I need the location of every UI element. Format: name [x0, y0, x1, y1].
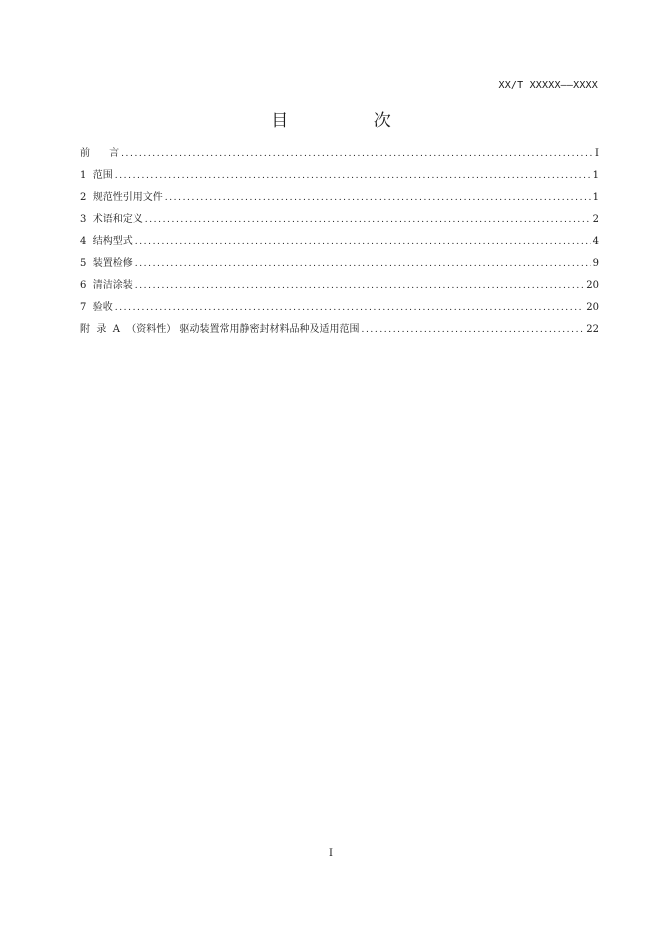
dot-leader	[135, 233, 591, 251]
toc-entry-appendix-a[interactable]	[80, 321, 599, 343]
toc-entry-page: 22	[586, 324, 599, 335]
toc-entry-page: 1	[592, 192, 599, 203]
toc-entry-label: 3 术语和定义	[80, 214, 143, 225]
toc-entry-normative-references[interactable]	[80, 189, 599, 211]
dot-leader	[121, 145, 593, 163]
toc-entry-page: 4	[592, 236, 599, 247]
toc-entry-foreword[interactable]	[80, 145, 599, 167]
toc-entry-page: 20	[586, 302, 599, 313]
toc-entry-label: 6 清洁涂装	[80, 280, 133, 291]
toc-entry-label: 2 规范性引用文件	[80, 192, 163, 203]
document-code: XX/T XXXXX——XXXX	[498, 80, 598, 91]
toc-entry-label: 7 验收	[80, 302, 113, 313]
table-of-contents	[80, 145, 599, 343]
dot-leader	[145, 211, 591, 229]
dot-leader	[361, 321, 584, 339]
dot-leader	[135, 255, 591, 273]
toc-entry-page: 20	[586, 280, 599, 291]
toc-entry-maintenance[interactable]	[80, 255, 599, 277]
toc-entry-cleaning-coating[interactable]	[80, 277, 599, 299]
dot-leader	[115, 299, 585, 317]
dot-leader	[165, 189, 591, 207]
toc-entry-label: 4 结构型式	[80, 236, 133, 247]
page-title: 目 次	[271, 111, 431, 131]
toc-entry-page: I	[595, 148, 599, 159]
toc-entry-label: 附 录 A （资料性） 驱动装置常用静密封材料品种及适用范围	[80, 324, 360, 335]
toc-entry-label: 前 言	[80, 148, 120, 159]
toc-entry-label: 1 范围	[80, 170, 113, 181]
dot-leader	[115, 167, 591, 185]
footer-page-number: I	[329, 848, 333, 859]
toc-entry-structure-type[interactable]	[80, 233, 599, 255]
toc-entry-page: 9	[592, 258, 599, 269]
toc-entry-terms-definitions[interactable]	[80, 211, 599, 233]
toc-entry-scope[interactable]	[80, 167, 599, 189]
toc-entry-page: 1	[592, 170, 599, 181]
toc-entry-page: 2	[592, 214, 599, 225]
toc-entry-label: 5 装置检修	[80, 258, 133, 269]
dot-leader	[135, 277, 585, 295]
toc-entry-acceptance[interactable]	[80, 299, 599, 321]
